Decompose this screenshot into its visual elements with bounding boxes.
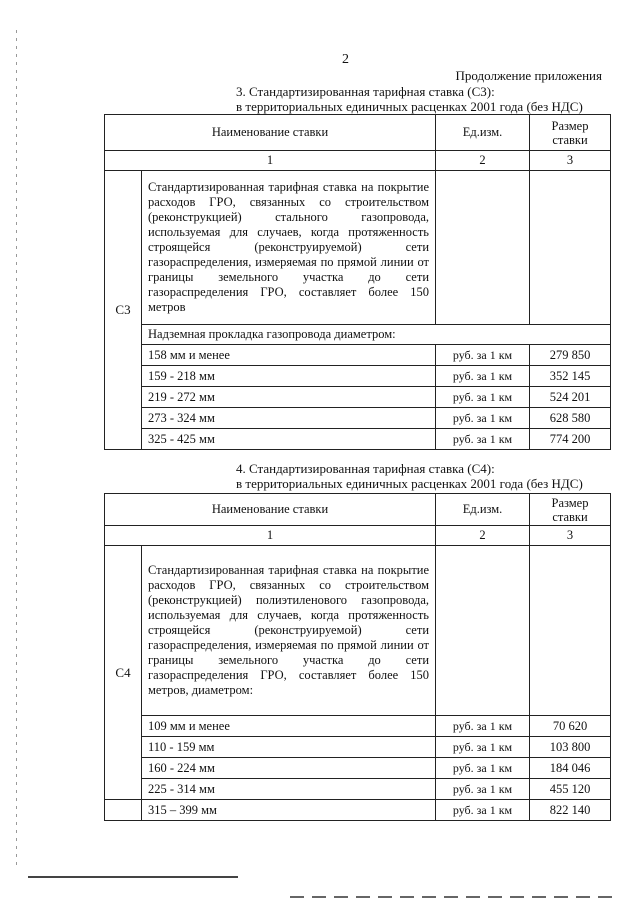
empty-code-cell bbox=[105, 800, 142, 821]
subheading-above-ground: Надземная прокладка газопровода диаметром: bbox=[142, 325, 611, 345]
row-value: 70 620 bbox=[530, 716, 611, 737]
row-value: 822 140 bbox=[530, 800, 611, 821]
scan-artifact-line bbox=[290, 896, 620, 898]
header-unit: Ед.изм. bbox=[436, 494, 530, 526]
header-rate-size: Размер ставки bbox=[530, 494, 611, 526]
row-unit: руб. за 1 км bbox=[436, 737, 530, 758]
rate-code-c3: С3 bbox=[105, 171, 142, 450]
column-number-2: 2 bbox=[436, 526, 530, 546]
empty-cell bbox=[436, 546, 530, 716]
row-unit: руб. за 1 км bbox=[436, 429, 530, 450]
empty-cell bbox=[436, 171, 530, 325]
table-row bbox=[105, 408, 611, 429]
table-row bbox=[105, 429, 611, 450]
row-value: 279 850 bbox=[530, 345, 611, 366]
section4-title: 4. Стандартизированная тарифная ставка (С4): bbox=[236, 461, 495, 476]
section4-subtitle: в территориальных единичных расценках 2001 года (без НДС) bbox=[236, 476, 583, 491]
header-rate-name: Наименование ставки bbox=[105, 115, 436, 151]
table-row bbox=[105, 387, 611, 408]
row-value: 103 800 bbox=[530, 737, 611, 758]
column-number-3: 3 bbox=[530, 151, 611, 171]
continuation-note: Продолжение приложения bbox=[455, 68, 602, 83]
rate-table-s4 bbox=[104, 493, 611, 821]
table-row bbox=[105, 366, 611, 387]
header-rate-name: Наименование ставки bbox=[105, 494, 436, 526]
table-row bbox=[105, 758, 611, 779]
header-unit: Ед.изм. bbox=[436, 115, 530, 151]
row-value: 352 145 bbox=[530, 366, 611, 387]
row-unit: руб. за 1 км bbox=[436, 408, 530, 429]
row-diameter: 109 мм и менее bbox=[142, 716, 436, 737]
row-diameter: 225 - 314 мм bbox=[142, 779, 436, 800]
row-unit: руб. за 1 км bbox=[436, 779, 530, 800]
row-value: 774 200 bbox=[530, 429, 611, 450]
row-unit: руб. за 1 км bbox=[436, 800, 530, 821]
section3-heading bbox=[236, 84, 583, 114]
table-row bbox=[105, 737, 611, 758]
page-number: 2 bbox=[342, 52, 349, 67]
table-row bbox=[105, 800, 611, 821]
row-diameter: 325 - 425 мм bbox=[142, 429, 436, 450]
rate-table-s3 bbox=[104, 114, 611, 450]
row-unit: руб. за 1 км bbox=[436, 387, 530, 408]
row-diameter: 159 - 218 мм bbox=[142, 366, 436, 387]
section3-title: 3. Стандартизированная тарифная ставка (С3): bbox=[236, 84, 495, 99]
scan-margin-mark bbox=[16, 30, 17, 870]
row-value: 184 046 bbox=[530, 758, 611, 779]
row-diameter: 158 мм и менее bbox=[142, 345, 436, 366]
row-diameter: 160 - 224 мм bbox=[142, 758, 436, 779]
column-number-3: 3 bbox=[530, 526, 611, 546]
row-diameter: 219 - 272 мм bbox=[142, 387, 436, 408]
column-number-1: 1 bbox=[105, 526, 436, 546]
row-value: 455 120 bbox=[530, 779, 611, 800]
empty-cell bbox=[530, 546, 611, 716]
row-value: 524 201 bbox=[530, 387, 611, 408]
row-unit: руб. за 1 км bbox=[436, 758, 530, 779]
row-diameter: 315 – 399 мм bbox=[142, 800, 436, 821]
section4-heading bbox=[236, 461, 583, 491]
table-row bbox=[105, 345, 611, 366]
rate-description-c4: Стандартизированная тарифная ставка на покрытие расходов ГРО, связанных со строительством (реконструкцией) полиэтиленового газопровода, используемая для случаев, когда протяженность строящейся (реконструируемой) сети газораспределения, измеряемая по прямой линии от границы земельного участка до сети газораспределения ГРО, составляет более 150 метров, диаметром: bbox=[142, 546, 436, 716]
row-unit: руб. за 1 км bbox=[436, 366, 530, 387]
header-rate-size: Размер ставки bbox=[530, 115, 611, 151]
rate-description-c3: Стандартизированная тарифная ставка на покрытие расходов ГРО, связанных со строительством (реконструкцией) стального газопровода, используемая для случаев, когда протяженность строящейся (реконструируемой) сети газораспределения, измеряемая по прямой линии от границы земельного участка до сети газораспределения ГРО, составляет более 150 метров bbox=[142, 171, 436, 325]
row-value: 628 580 bbox=[530, 408, 611, 429]
empty-cell bbox=[530, 171, 611, 325]
row-unit: руб. за 1 км bbox=[436, 345, 530, 366]
row-diameter: 273 - 324 мм bbox=[142, 408, 436, 429]
rate-code-c4: С4 bbox=[105, 546, 142, 800]
section3-subtitle: в территориальных единичных расценках 2001 года (без НДС) bbox=[236, 99, 583, 114]
column-number-2: 2 bbox=[436, 151, 530, 171]
table-row bbox=[105, 716, 611, 737]
row-unit: руб. за 1 км bbox=[436, 716, 530, 737]
footer-rule bbox=[28, 876, 238, 878]
table-row bbox=[105, 779, 611, 800]
row-diameter: 110 - 159 мм bbox=[142, 737, 436, 758]
column-number-1: 1 bbox=[105, 151, 436, 171]
